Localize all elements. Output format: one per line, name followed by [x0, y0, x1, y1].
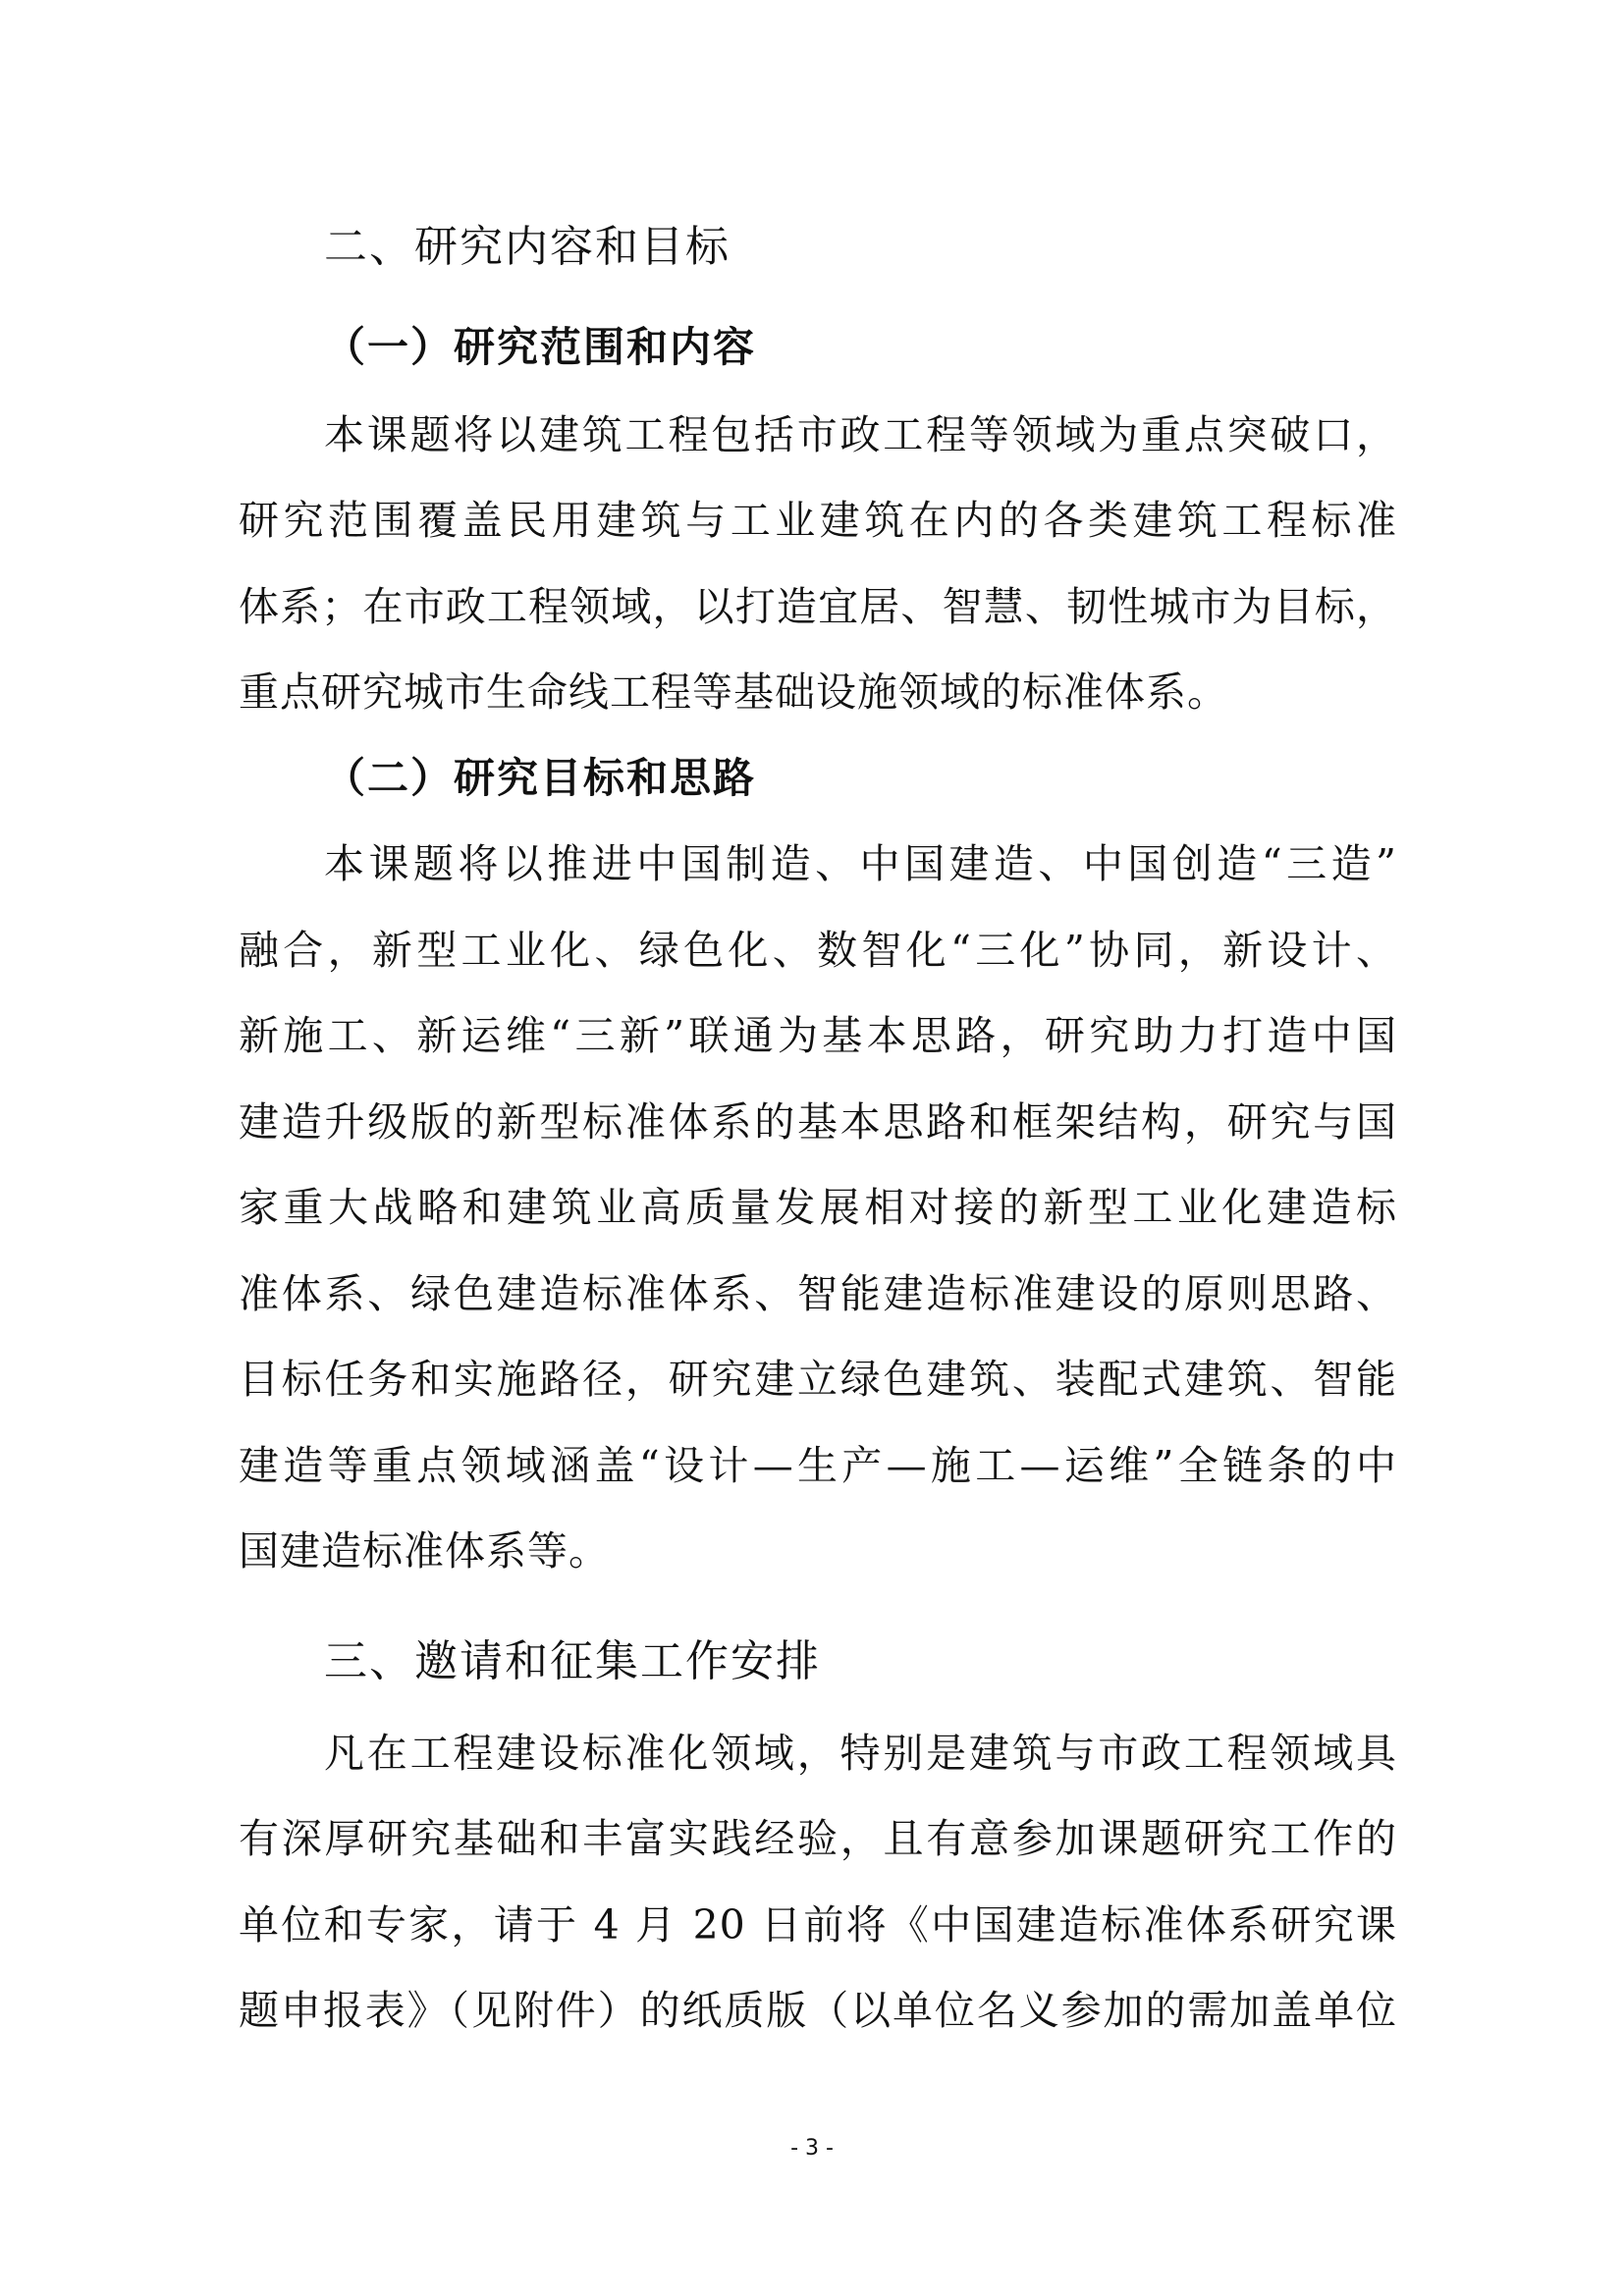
paragraph-line: 重点研究城市生命线工程等基础设施领域的标准体系。: [239, 668, 1228, 716]
paragraph-line: 建造等重点领域涵盖“设计—生产—施工—运维”全链条的中: [239, 1442, 1397, 1489]
paragraph-line: 本课题将以建筑工程包括市政工程等领域为重点突破口，: [324, 411, 1397, 458]
paragraph-line: 单位和专家，请于 4 月 20 日前将《中国建造标准体系研究课: [239, 1901, 1397, 1949]
paragraph-line: 家重大战略和建筑业高质量发展相对接的新型工业化建造标: [239, 1184, 1397, 1231]
paragraph-line: 体系；在市政工程领域，以打造宜居、智慧、韧性城市为目标，: [239, 583, 1397, 630]
paragraph-line: 建造升级版的新型标准体系的基本思路和框架结构，研究与国: [239, 1098, 1397, 1146]
paragraph-line: 融合，新型工业化、绿色化、数智化“三化”协同，新设计、: [239, 927, 1397, 974]
section-heading-invitation: 三、邀请和征集工作安排: [324, 1636, 821, 1686]
sub-heading-goals: （二）研究目标和思路: [324, 754, 757, 802]
paragraph-line: 凡在工程建设标准化领域，特别是建筑与市政工程领域具: [324, 1730, 1397, 1777]
paragraph-line: 新施工、新运维“三新”联通为基本思路，研究助力打造中国: [239, 1012, 1397, 1059]
page-number: - 3 -: [790, 2136, 834, 2161]
sub-heading-scope: （一）研究范围和内容: [324, 323, 757, 371]
section-heading-research-content: 二、研究内容和目标: [324, 222, 731, 272]
paragraph-line: 目标任务和实施路径，研究建立绿色建筑、装配式建筑、智能: [239, 1356, 1397, 1403]
paragraph-line: 研究范围覆盖民用建筑与工业建筑在内的各类建筑工程标准: [239, 497, 1397, 544]
paragraph-line: 本课题将以推进中国制造、中国建造、中国创造“三造”: [324, 840, 1397, 887]
paragraph-line: 国建造标准体系等。: [239, 1527, 610, 1575]
paragraph-line: 准体系、绿色建造标准体系、智能建造标准建设的原则思路、: [239, 1270, 1397, 1317]
paragraph-line: 有深厚研究基础和丰富实践经验，且有意参加课题研究工作的: [239, 1815, 1397, 1862]
paragraph-line: 题申报表》（见附件）的纸质版（以单位名义参加的需加盖单位: [239, 1987, 1397, 2034]
